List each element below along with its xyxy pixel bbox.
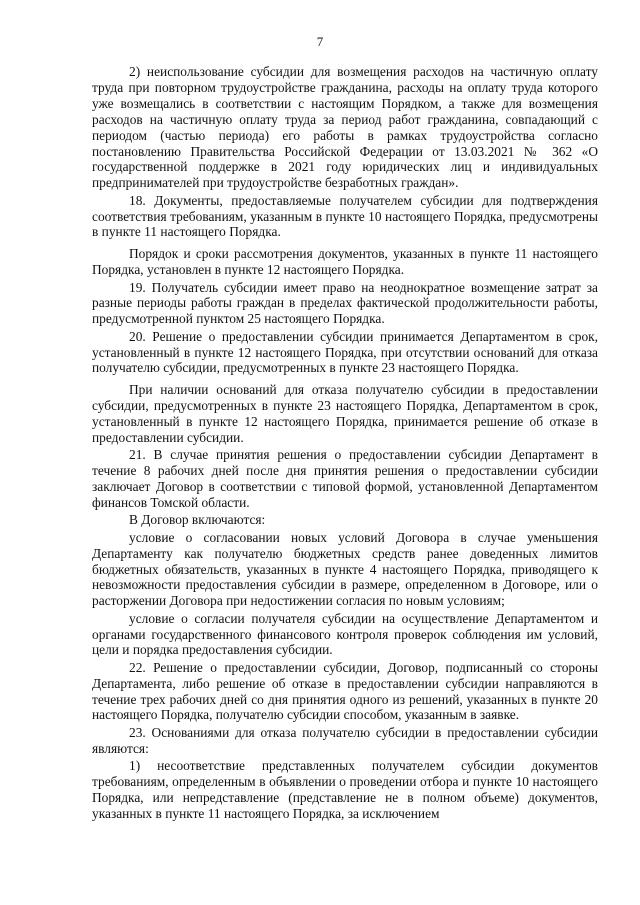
paragraph: При наличии оснований для отказа получателю субсидии в предоставлении субсидии, предусмотренных в пункте 23 настоящего Порядка, Департаментом в срок, установленный в пункте 12 настоящего Порядка, принимается решение об отказе в предоставлении субсидии. <box>92 382 598 446</box>
paragraph: 18. Документы, предоставляемые получателем субсидии для подтверждения соответствия требованиям, указанным в пункте 10 настоящего Порядка, предусмотрены в пункте 11 настоящего Порядка. <box>92 192 598 240</box>
page-number: 7 <box>316 34 324 49</box>
paragraph: 19. Получатель субсидии имеет право на неоднократное возмещение затрат за разные периоды работы граждан в пределах фактической продолжительности работы, предусмотренной пунктом 25 настоящего Порядка. <box>92 279 598 327</box>
paragraph: 21. В случае принятия решения о предоставлении субсидии Департамент в течение 8 рабочих дней после дня принятия решения о предоставлении субсидии заключает Договор в соответствии с типовой формой, установленной Департаментом финансов Томской области. <box>92 447 598 511</box>
paragraph: 23. Основаниями для отказа получателю субсидии в предоставлении субсидии являются: <box>92 724 598 756</box>
document-body <box>92 64 598 823</box>
paragraph: условие о согласии получателя субсидии на осуществление Департаментом и органами государственного финансового контроля проверок соблюдения им условий, цели и порядка предоставления субсидии. <box>92 610 598 658</box>
paragraph: В Договор включаются: <box>129 512 266 528</box>
paragraph: 2) неиспользование субсидии для возмещения расходов на частичную оплату труда при повторном трудоустройстве гражданина, расходы на оплату труда которого уже возмещались в соответствии с настоящим Порядком, а также для возмещения расходов на частичную оплату труда за период работ гражданина, совпадающий с периодом (частью периода) его работы в рамках трудоустройства согласно постановлению Правительства Российской Федерации от 13.03.2021 № 362 «О государственной поддержке в 2021 году юридических лиц и индивидуальных предпринимателей при трудоустройстве безработных граждан». <box>92 64 598 191</box>
paragraph: 20. Решение о предоставлении субсидии принимается Департаментом в срок, установленный в пункте 12 настоящего Порядка, при отсутствии оснований для отказа получателю субсидии, предусмотренных в пункте 23 настоящего Порядка. <box>92 328 598 376</box>
paragraph: Порядок и сроки рассмотрения документов, указанных в пункте 11 настоящего Порядка, установлен в пункте 12 настоящего Порядка. <box>92 246 598 278</box>
paragraph: 22. Решение о предоставлении субсидии, Договор, подписанный со стороны Департамента, либо решение об отказе в предоставлении субсидии направляются в течение трех рабочих дней со дня принятия одного из решений, указанных в пункте 20 настоящего Порядка, получателю субсидии способом, указанным в заявке. <box>92 659 598 723</box>
paragraph: 1) несоответствие представленных получателем субсидии документов требованиям, определенным в объявлении о проведении отбора и пункте 10 настоящего Порядка, или непредставление (представление не в полном объеме) документов, указанных в пункте 11 настоящего Порядка, за исключением <box>92 757 598 821</box>
paragraph: условие о согласовании новых условий Договора в случае уменьшения Департаменту как получателю бюджетных средств ранее доведенных лимитов бюджетных обязательств, указанных в пункте 4 настоящего Порядка, приводящего к невозможности предоставления субсидии в размере, определенном в Договоре, или о расторжении Договора при недостижении согласия по новым условиям; <box>92 529 598 609</box>
